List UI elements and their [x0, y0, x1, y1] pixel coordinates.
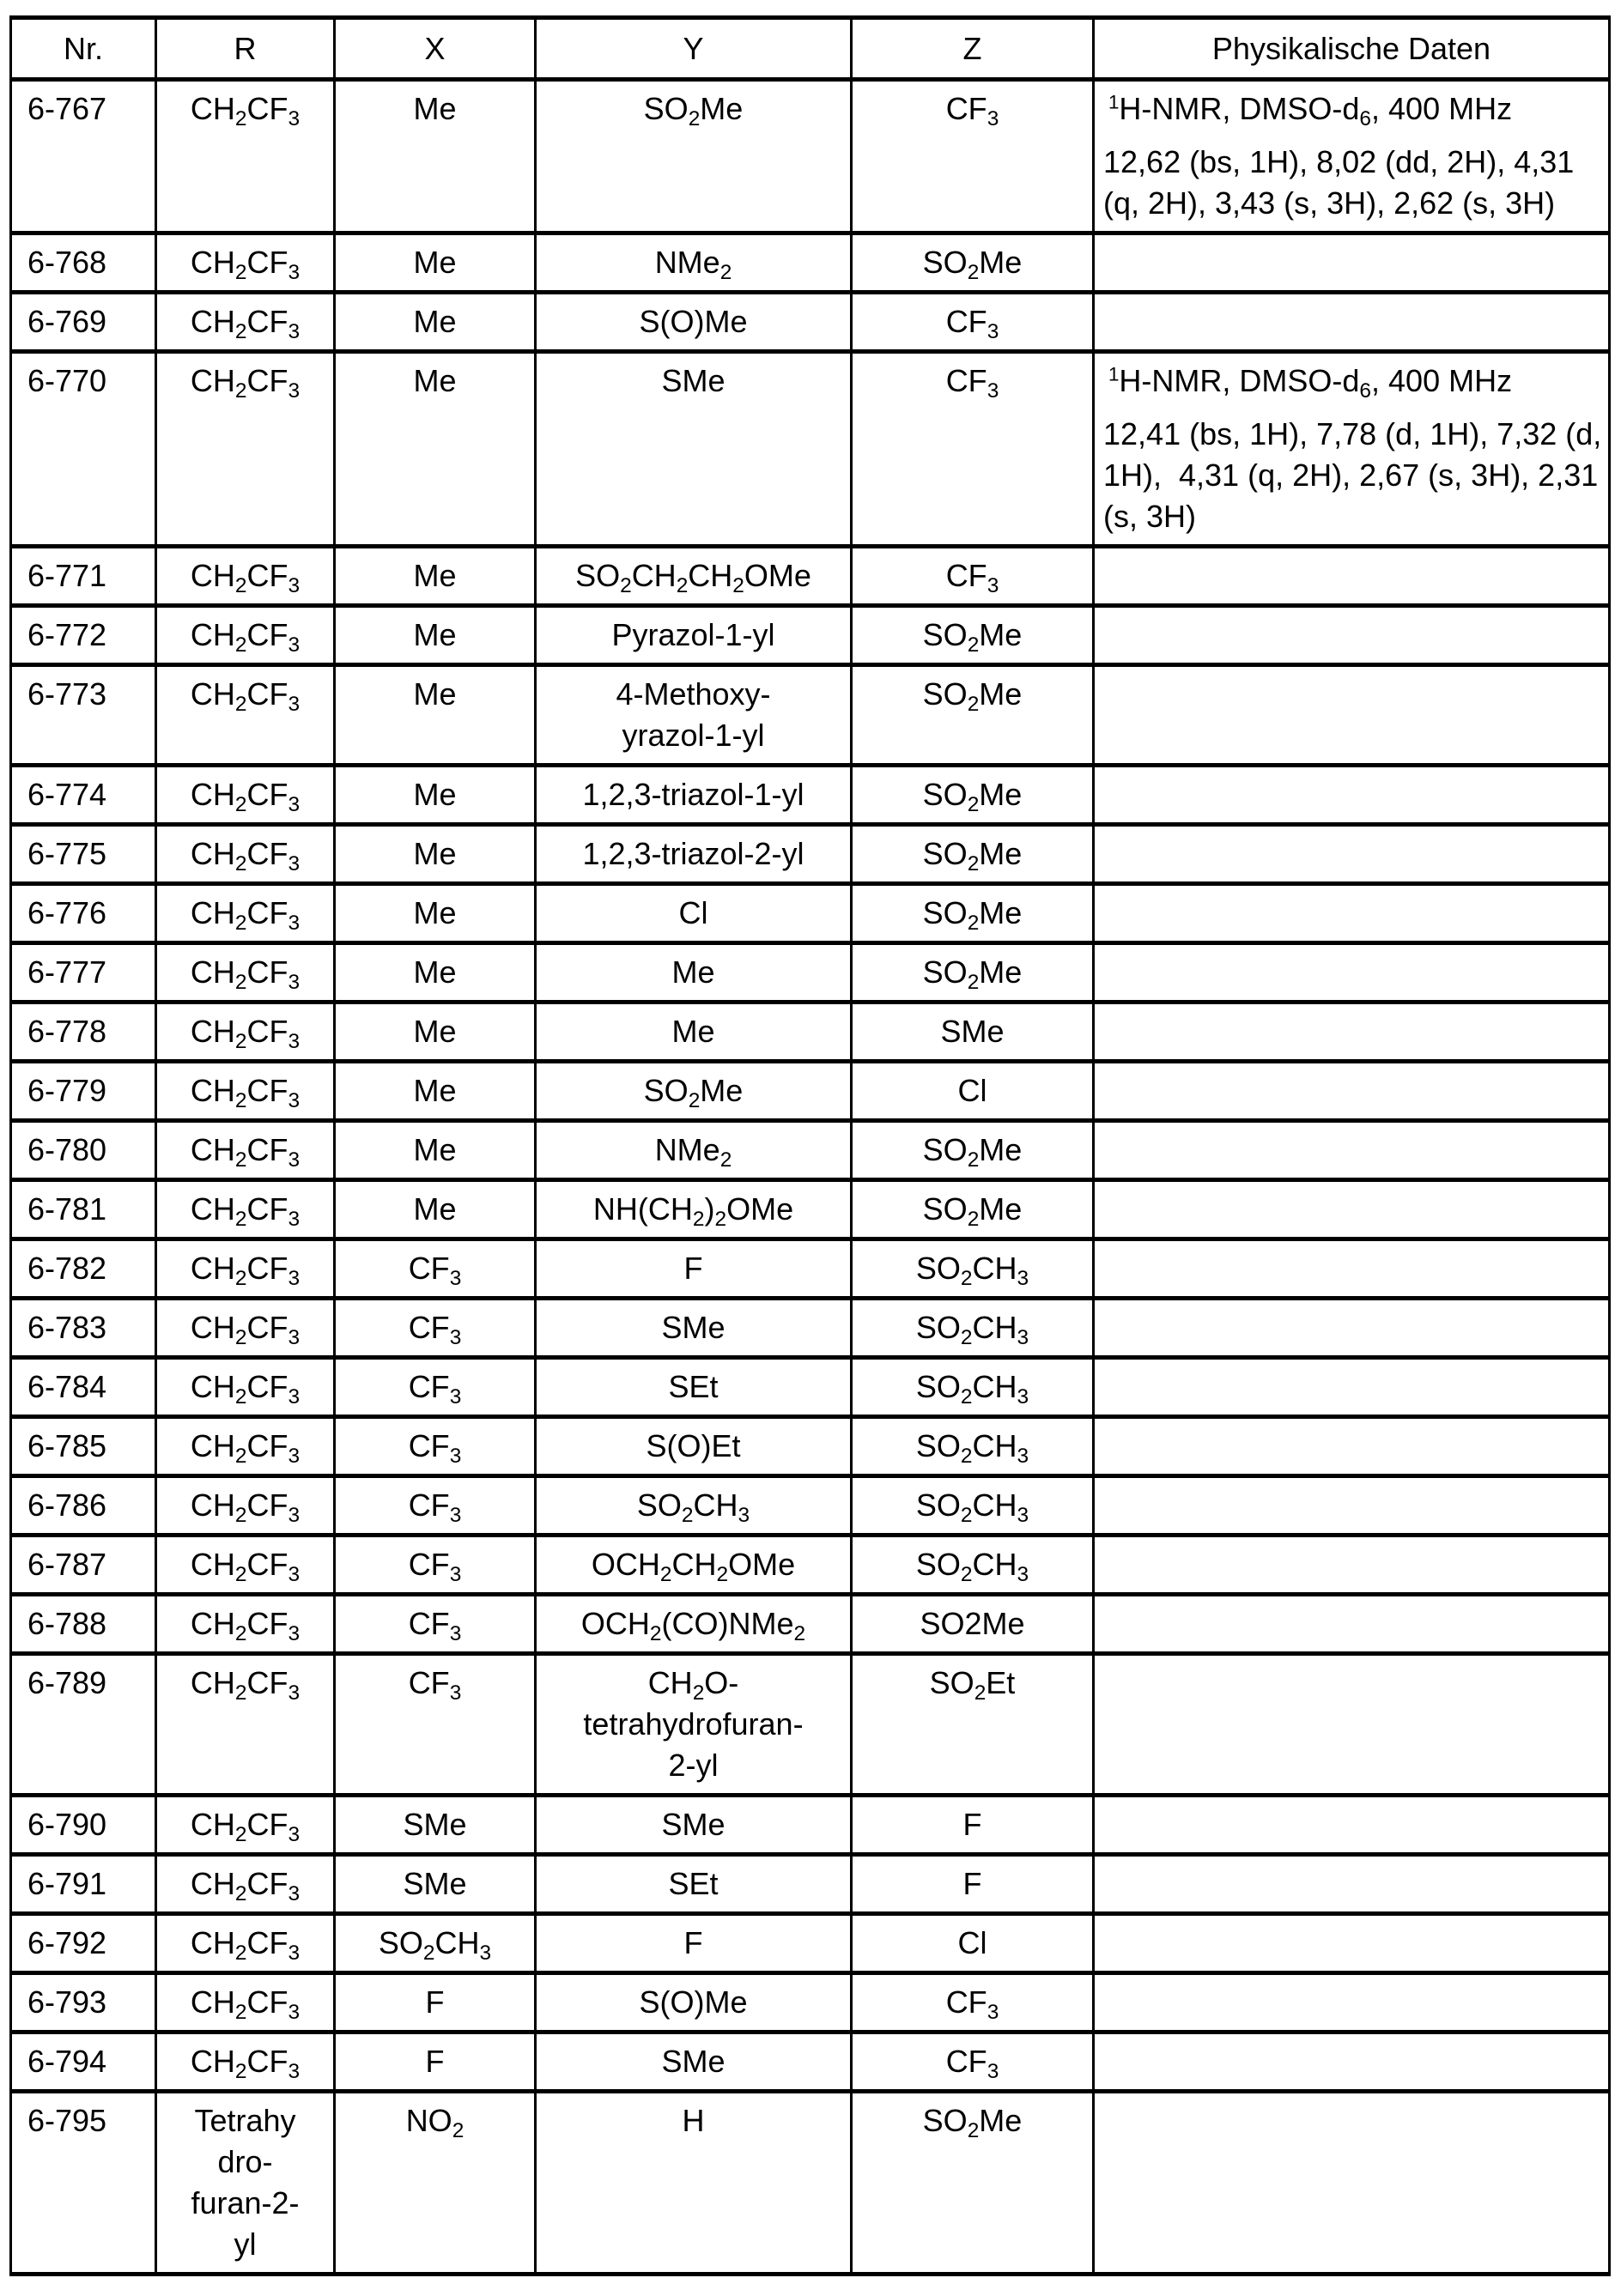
cell-x: Me	[335, 665, 536, 766]
header-r: R	[156, 18, 335, 80]
cell-nr: 6-793	[11, 1973, 156, 2032]
table-row	[11, 2032, 1610, 2092]
cell-x: Me	[335, 1003, 536, 1062]
cell-y: 1,2,3-triazol-2-yl	[536, 825, 852, 884]
cell-r: $CH_2CF_3$	[156, 1973, 335, 2032]
cell-r: $CH_2CF_3$	[156, 293, 335, 352]
table-row	[11, 2092, 1610, 2275]
cell-y: F	[536, 1914, 852, 1973]
cell-r: $CH_2CF_3$	[156, 1180, 335, 1239]
header-z: Z	[852, 18, 1094, 80]
cell-nr: 6-770	[11, 352, 156, 547]
cell-z: $SO_2Me$	[852, 825, 1094, 884]
table-row	[11, 1299, 1610, 1358]
cell-y: $NH(CH_2)_2OMe$	[536, 1180, 852, 1239]
cell-y: S(O)Et	[536, 1417, 852, 1476]
cell-nr: 6-768	[11, 233, 156, 293]
cell-z: SO2Me	[852, 1595, 1094, 1654]
table-row	[11, 293, 1610, 352]
cell-physical-data	[1094, 1973, 1610, 2032]
cell-z: $SO_2Me$	[852, 884, 1094, 943]
cell-y: $OCH_2(CO)NMe_2$	[536, 1595, 852, 1654]
cell-y: $SO_2CH_3$	[536, 1476, 852, 1536]
cell-nr: 6-773	[11, 665, 156, 766]
cell-y: NMe$_2$	[536, 1121, 852, 1180]
cell-physical-data	[1094, 665, 1610, 766]
cell-physical-data	[1094, 80, 1610, 233]
table-row	[11, 1595, 1610, 1654]
cell-physical-data	[1094, 352, 1610, 547]
cell-z: $CF_3$	[852, 2032, 1094, 2092]
cell-nr: 6-775	[11, 825, 156, 884]
header-y: Y	[536, 18, 852, 80]
cell-x: $NO_2$	[335, 2092, 536, 2275]
cell-x: Me	[335, 1180, 536, 1239]
cell-physical-data	[1094, 1358, 1610, 1417]
cell-z: $SO_2Me$	[852, 2092, 1094, 2275]
table-row	[11, 606, 1610, 665]
cell-r: $CH_2CF_3$	[156, 1299, 335, 1358]
cell-x: $CF_3$	[335, 1595, 536, 1654]
cell-x: $CF_3$	[335, 1417, 536, 1476]
table-row	[11, 1855, 1610, 1914]
cell-y: SMe	[536, 2032, 852, 2092]
cell-x: Me	[335, 884, 536, 943]
cell-physical-data	[1094, 606, 1610, 665]
cell-x: $CF_3$	[335, 1358, 536, 1417]
cell-physical-data	[1094, 1299, 1610, 1358]
cell-r: $CH_2CF_3$	[156, 884, 335, 943]
cell-z: F	[852, 1796, 1094, 1855]
cell-r: $CH_2CF_3$	[156, 766, 335, 825]
table-row	[11, 80, 1610, 233]
cell-nr: 6-777	[11, 943, 156, 1003]
cell-nr: 6-767	[11, 80, 156, 233]
cell-x: Me	[335, 80, 536, 233]
cell-z: $CF_3$	[852, 293, 1094, 352]
cell-y: Cl	[536, 884, 852, 943]
cell-r: $CH_2CF_3$	[156, 547, 335, 606]
cell-y: 4-Methoxy- yrazol-1-yl	[536, 665, 852, 766]
cell-nr: 6-771	[11, 547, 156, 606]
cell-z: $SO_2Me$	[852, 233, 1094, 293]
cell-x: Me	[335, 943, 536, 1003]
cell-physical-data	[1094, 1536, 1610, 1595]
cell-z: $SO_2CH_3$	[852, 1239, 1094, 1299]
table-row	[11, 1180, 1610, 1239]
cell-r: $CH_2CF_3$	[156, 1536, 335, 1595]
compound-table	[9, 15, 1611, 2276]
nmr-shifts: 12,41 (bs, 1H), 7,78 (d, 1H), 7,32 (d, 1H), 4,31 (q, 2H), 2,67 (s, 3H), 2,31 (s, 3H)	[1103, 416, 1602, 534]
cell-y: Me	[536, 943, 852, 1003]
table-row	[11, 547, 1610, 606]
table-row	[11, 884, 1610, 943]
cell-r: $CH_2CF_3$	[156, 1062, 335, 1121]
cell-z: $CF_3$	[852, 1973, 1094, 2032]
cell-physical-data	[1094, 233, 1610, 293]
cell-nr: 6-781	[11, 1180, 156, 1239]
cell-x: Me	[335, 547, 536, 606]
table-row	[11, 1973, 1610, 2032]
cell-z: $SO_2Me$	[852, 766, 1094, 825]
cell-nr: 6-792	[11, 1914, 156, 1973]
table-row	[11, 1536, 1610, 1595]
nmr-shifts: 12,62 (bs, 1H), 8,02 (dd, 2H), 4,31 (q, 2H), 3,43 (s, 3H), 2,62 (s, 3H)	[1103, 144, 1575, 221]
cell-r: $CH_2CF_3$	[156, 665, 335, 766]
cell-r: $CH_2CF_3$	[156, 80, 335, 233]
cell-physical-data	[1094, 884, 1610, 943]
cell-z: F	[852, 1855, 1094, 1914]
table-row	[11, 1417, 1610, 1476]
table-row	[11, 1239, 1610, 1299]
table-row	[11, 1796, 1610, 1855]
cell-nr: 6-789	[11, 1654, 156, 1796]
cell-r: $CH_2CF_3$	[156, 1914, 335, 1973]
cell-nr: 6-776	[11, 884, 156, 943]
cell-nr: 6-794	[11, 2032, 156, 2092]
cell-physical-data	[1094, 1595, 1610, 1654]
cell-y: $SO_2Me$	[536, 80, 852, 233]
header-physical-data: Physikalische Daten	[1094, 18, 1610, 80]
table-row	[11, 943, 1610, 1003]
cell-x: Me	[335, 352, 536, 547]
cell-x: F	[335, 2032, 536, 2092]
cell-z: $SO_2CH_3$	[852, 1536, 1094, 1595]
cell-r: $CH_2CF_3$	[156, 1796, 335, 1855]
table-row	[11, 1003, 1610, 1062]
cell-x: Me	[335, 825, 536, 884]
nmr-conditions: $^1$H-NMR, DMSO-$d_6$, 400 MHz	[1108, 91, 1513, 130]
cell-y: SMe	[536, 1299, 852, 1358]
header-x: X	[335, 18, 536, 80]
table-body	[11, 80, 1610, 2275]
cell-nr: 6-790	[11, 1796, 156, 1855]
cell-nr: 6-779	[11, 1062, 156, 1121]
header-nr: Nr.	[11, 18, 156, 80]
cell-y: S(O)Me	[536, 1973, 852, 2032]
cell-nr: 6-785	[11, 1417, 156, 1476]
table-row	[11, 352, 1610, 547]
table-row	[11, 825, 1610, 884]
cell-r: Tetrahy dro- furan-2- yl	[156, 2092, 335, 2275]
table-row	[11, 1358, 1610, 1417]
cell-physical-data	[1094, 1239, 1610, 1299]
cell-y: $SO_2CH_2CH_2OMe$	[536, 547, 852, 606]
cell-r: $CH_2CF_3$	[156, 1417, 335, 1476]
cell-physical-data	[1094, 1180, 1610, 1239]
cell-x: SMe	[335, 1855, 536, 1914]
cell-y: $CH_2O-$ tetrahydrofuran- 2-yl	[536, 1654, 852, 1796]
cell-physical-data	[1094, 1476, 1610, 1536]
cell-x: Me	[335, 233, 536, 293]
cell-y: SEt	[536, 1358, 852, 1417]
cell-x: Me	[335, 1062, 536, 1121]
table-row	[11, 1062, 1610, 1121]
cell-z: $SO_2Me$	[852, 1121, 1094, 1180]
cell-r: $CH_2CF_3$	[156, 1855, 335, 1914]
cell-y: $SO_2Me$	[536, 1062, 852, 1121]
cell-x: Me	[335, 1121, 536, 1180]
cell-physical-data	[1094, 1417, 1610, 1476]
table-row	[11, 233, 1610, 293]
cell-x: $CF_3$	[335, 1654, 536, 1796]
cell-y: SMe	[536, 352, 852, 547]
cell-y: NMe$_2$	[536, 233, 852, 293]
cell-physical-data	[1094, 825, 1610, 884]
cell-nr: 6-786	[11, 1476, 156, 1536]
cell-nr: 6-772	[11, 606, 156, 665]
cell-z: SMe	[852, 1003, 1094, 1062]
cell-nr: 6-788	[11, 1595, 156, 1654]
cell-x: Me	[335, 606, 536, 665]
cell-y: SMe	[536, 1796, 852, 1855]
cell-physical-data	[1094, 1003, 1610, 1062]
cell-x: Me	[335, 766, 536, 825]
cell-r: $CH_2CF_3$	[156, 352, 335, 547]
cell-physical-data	[1094, 1855, 1610, 1914]
cell-x: $CF_3$	[335, 1299, 536, 1358]
cell-r: $CH_2CF_3$	[156, 1654, 335, 1796]
nmr-conditions: $^1$H-NMR, DMSO-$d_6$, 400 MHz	[1108, 363, 1513, 403]
cell-nr: 6-787	[11, 1536, 156, 1595]
table-row	[11, 665, 1610, 766]
cell-nr: 6-769	[11, 293, 156, 352]
cell-physical-data	[1094, 547, 1610, 606]
cell-r: $CH_2CF_3$	[156, 1003, 335, 1062]
cell-z: $CF_3$	[852, 80, 1094, 233]
cell-nr: 6-780	[11, 1121, 156, 1180]
cell-r: $CH_2CF_3$	[156, 825, 335, 884]
cell-r: $CH_2CF_3$	[156, 1595, 335, 1654]
cell-physical-data	[1094, 766, 1610, 825]
table-row	[11, 766, 1610, 825]
cell-z: $SO_2CH_3$	[852, 1299, 1094, 1358]
cell-y: H	[536, 2092, 852, 2275]
cell-nr: 6-795	[11, 2092, 156, 2275]
cell-z: $CF_3$	[852, 547, 1094, 606]
cell-r: $CH_2CF_3$	[156, 606, 335, 665]
cell-r: $CH_2CF_3$	[156, 1476, 335, 1536]
cell-x: $SO_2CH_3$	[335, 1914, 536, 1973]
cell-x: $CF_3$	[335, 1476, 536, 1536]
cell-y: $OCH_2CH_2OMe$	[536, 1536, 852, 1595]
table-header-row	[11, 18, 1610, 80]
cell-nr: 6-778	[11, 1003, 156, 1062]
table-row	[11, 1654, 1610, 1796]
table-row	[11, 1914, 1610, 1973]
cell-r: $CH_2CF_3$	[156, 1358, 335, 1417]
table-row	[11, 1121, 1610, 1180]
cell-r: $CH_2CF_3$	[156, 1121, 335, 1180]
cell-y: SEt	[536, 1855, 852, 1914]
cell-z: Cl	[852, 1062, 1094, 1121]
cell-x: Me	[335, 293, 536, 352]
cell-z: $SO_2CH_3$	[852, 1417, 1094, 1476]
cell-physical-data	[1094, 1654, 1610, 1796]
cell-x: $CF_3$	[335, 1536, 536, 1595]
cell-x: F	[335, 1973, 536, 2032]
cell-x: $CF_3$	[335, 1239, 536, 1299]
cell-z: $SO_2CH_3$	[852, 1476, 1094, 1536]
cell-physical-data	[1094, 1796, 1610, 1855]
cell-y: Pyrazol-1-yl	[536, 606, 852, 665]
cell-nr: 6-784	[11, 1358, 156, 1417]
cell-nr: 6-791	[11, 1855, 156, 1914]
cell-physical-data	[1094, 1914, 1610, 1973]
cell-r: $CH_2CF_3$	[156, 1239, 335, 1299]
table-row	[11, 1476, 1610, 1536]
cell-y: Me	[536, 1003, 852, 1062]
cell-z: $SO_2Et$	[852, 1654, 1094, 1796]
cell-r: $CH_2CF_3$	[156, 2032, 335, 2092]
cell-nr: 6-782	[11, 1239, 156, 1299]
cell-r: $CH_2CF_3$	[156, 943, 335, 1003]
cell-physical-data	[1094, 1062, 1610, 1121]
cell-z: $SO_2Me$	[852, 943, 1094, 1003]
cell-r: $CH_2CF_3$	[156, 233, 335, 293]
cell-y: S(O)Me	[536, 293, 852, 352]
cell-x: SMe	[335, 1796, 536, 1855]
cell-z: $CF_3$	[852, 352, 1094, 547]
cell-physical-data	[1094, 2092, 1610, 2275]
cell-physical-data	[1094, 2032, 1610, 2092]
cell-physical-data	[1094, 943, 1610, 1003]
cell-z: Cl	[852, 1914, 1094, 1973]
cell-y: F	[536, 1239, 852, 1299]
cell-z: $SO_2Me$	[852, 606, 1094, 665]
cell-z: $SO_2Me$	[852, 665, 1094, 766]
cell-y: 1,2,3-triazol-1-yl	[536, 766, 852, 825]
cell-nr: 6-783	[11, 1299, 156, 1358]
cell-z: $SO_2CH_3$	[852, 1358, 1094, 1417]
cell-nr: 6-774	[11, 766, 156, 825]
cell-z: $SO_2Me$	[852, 1180, 1094, 1239]
cell-physical-data	[1094, 293, 1610, 352]
cell-physical-data	[1094, 1121, 1610, 1180]
